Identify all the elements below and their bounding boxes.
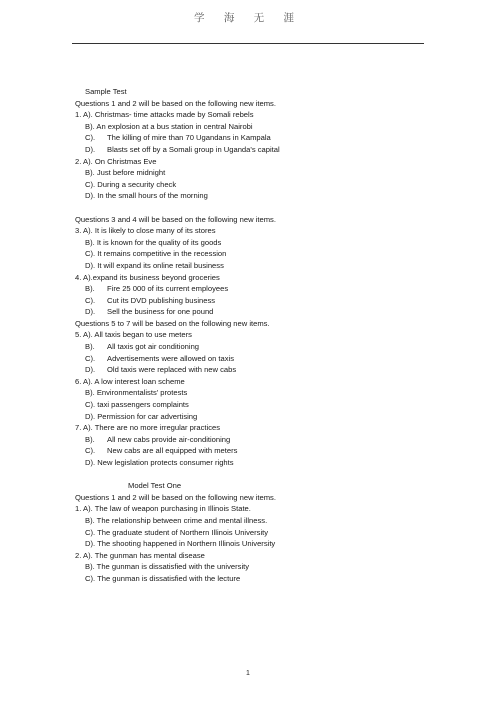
option-letter: B).: [85, 342, 95, 352]
answer-option: [75, 353, 425, 365]
question-line: Questions 1 and 2 will be based on the following new items.: [75, 98, 276, 108]
option-letter: D).: [85, 307, 96, 317]
option-letter: B).: [85, 434, 95, 444]
question-line: 1. A). The law of weapon purchasing in Illinois State.: [75, 504, 251, 514]
option-letter: C).: [85, 133, 96, 143]
answer-option: C). During a security check: [85, 179, 177, 189]
question-line: 2. A). The gunman has mental disease: [75, 550, 205, 560]
question-line: 4. A).expand its business beyond groceries: [75, 272, 220, 282]
question-line: 1. A). Christmas- time attacks made by Somali rebels: [75, 110, 254, 120]
answer-option: C). It remains competitive in the recession: [85, 249, 227, 259]
answer-option: D). It will expand its online retail business: [85, 260, 224, 270]
question-line: Questions 5 to 7 will be based on the following new items.: [75, 318, 270, 328]
answer-option: [75, 434, 425, 446]
question-line: Questions 3 and 4 will be based on the following new items.: [75, 214, 276, 224]
option-letter: B).: [85, 284, 95, 294]
option-text: New cabs are all equipped with meters: [107, 446, 238, 456]
question-line: 6. A). A low interest loan scheme: [75, 376, 185, 386]
answer-option: C). The gunman is dissatisfied with the lecture: [85, 573, 241, 583]
answer-option: [75, 445, 425, 457]
answer-option: C). taxi passengers complaints: [85, 400, 189, 410]
answer-option: D). The shooting happened in Northern Illinois University: [85, 539, 276, 549]
option-text: All taxis got air conditioning: [107, 342, 200, 352]
answer-option: D). Permission for car advertising: [85, 411, 198, 421]
answer-option: [75, 295, 425, 307]
document-body: [75, 86, 425, 585]
answer-option: D). In the small hours of the morning: [85, 191, 208, 201]
question-line: 7. A). There are no more irregular practices: [75, 423, 221, 433]
option-letter: D).: [85, 144, 96, 154]
page-header: 学 海 无 涯: [193, 12, 302, 24]
option-text: Fire 25 000 of its current employees: [107, 284, 229, 294]
answer-option: [75, 306, 425, 318]
option-text: Blasts set off by a Somali group in Uganda's capital: [107, 144, 280, 154]
question-line: Questions 1 and 2 will be based on the following new items.: [75, 492, 276, 502]
answer-option: [75, 132, 425, 144]
page-number: 1: [246, 670, 250, 677]
option-text: The killing of mire than 70 Ugandans in Kampala: [107, 133, 271, 143]
answer-option: [75, 283, 425, 295]
answer-option: C). The graduate student of Northern Illinois University: [85, 527, 269, 537]
answer-option: D). New legislation protects consumer rights: [85, 458, 234, 467]
option-text: All new cabs provide air-conditioning: [107, 434, 231, 444]
option-letter: C).: [85, 295, 96, 305]
answer-option: [75, 341, 425, 353]
header-divider: [72, 43, 424, 44]
option-text: Old taxis were replaced with new cabs: [107, 365, 237, 375]
model-test-title: Model Test One: [128, 481, 182, 491]
option-text: Advertisements were allowed on taxis: [107, 353, 235, 363]
answer-option: B). Environmentalists' protests: [85, 388, 188, 398]
answer-option: [75, 144, 425, 156]
answer-option: [75, 364, 425, 376]
option-text: Sell the business for one pound: [107, 307, 214, 317]
question-line: 5. A). All taxis began to use meters: [75, 330, 192, 340]
answer-option: B). The relationship between crime and mental illness.: [85, 515, 268, 525]
sample-test-title: Sample Test: [85, 87, 127, 96]
option-text: Cut its DVD publishing business: [107, 295, 216, 305]
question-line: 2. A). On Christmas Eve: [75, 156, 157, 166]
blank-line: [75, 469, 425, 481]
option-letter: D).: [85, 365, 96, 375]
question-line: 3. A). It is likely to close many of its stores: [75, 226, 216, 236]
option-letter: C).: [85, 353, 96, 363]
answer-option: B). The gunman is dissatisfied with the university: [85, 562, 250, 572]
question-lines: [75, 98, 425, 585]
answer-option: B). Just before midnight: [85, 168, 166, 178]
blank-line: [75, 202, 425, 214]
answer-option: B). It is known for the quality of its goods: [85, 237, 222, 247]
option-letter: C).: [85, 446, 96, 456]
answer-option: B). An explosion at a bus station in central Nairobi: [85, 121, 253, 131]
